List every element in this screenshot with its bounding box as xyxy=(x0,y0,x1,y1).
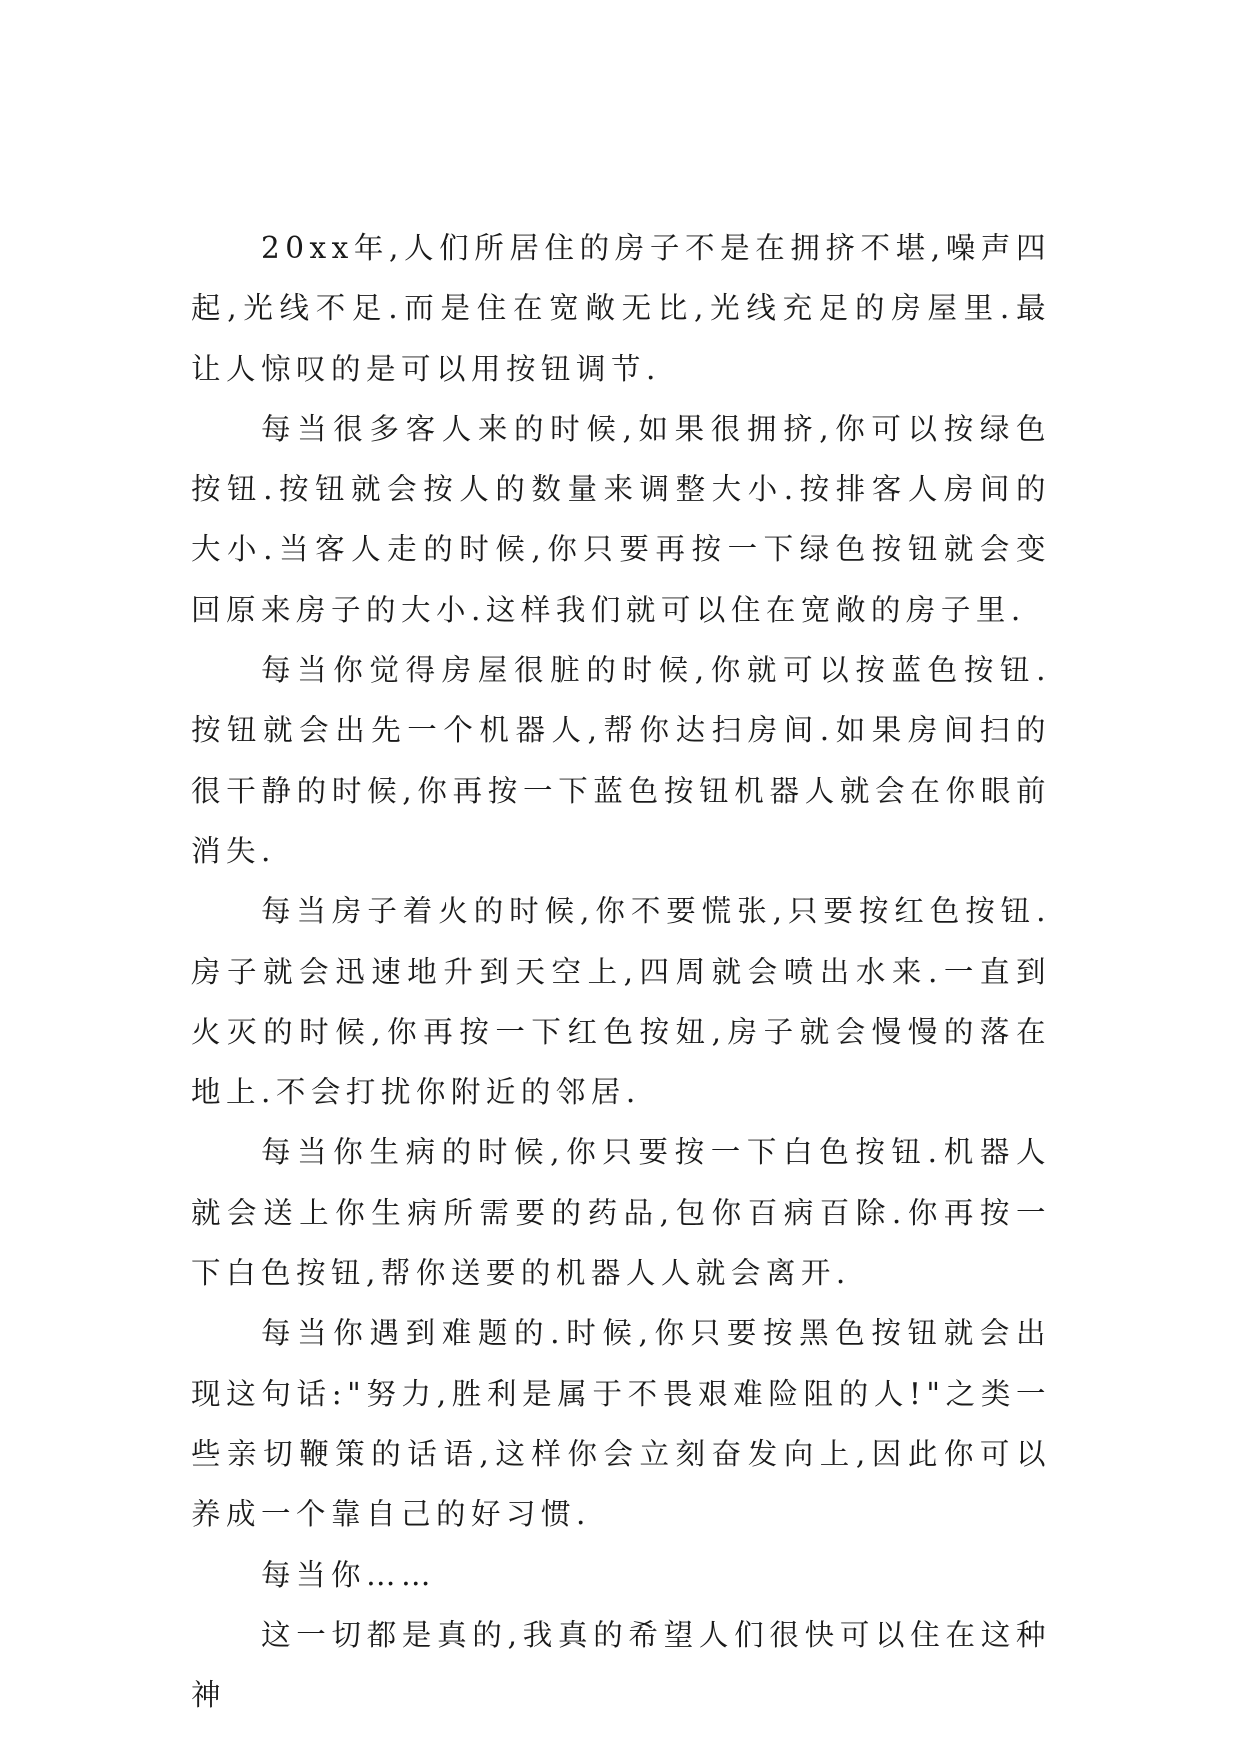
document-body xyxy=(191,218,1051,1725)
paragraph-1: 20xx年,人们所居住的房子不是在拥挤不堪,噪声四起,光线不足.而是住在宽敞无比,光线充足的房屋里.最让人惊叹的是可以用按钮调节. xyxy=(191,231,1051,386)
paragraph-7: 每当你…… xyxy=(261,1557,437,1592)
paragraph-6: 每当你遇到难题的.时候,你只要按黑色按钮就会出现这句话:"努力,胜利是属于不畏艰难险阻的人!"之类一些亲切鞭策的话语,这样你会立刻奋发向上,因此你可以养成一个靠自己的好习惯. xyxy=(191,1316,1051,1532)
paragraph-4: 每当房子着火的时候,你不要慌张,只要按红色按钮.房子就会迅速地升到天空上,四周就会喷出水来.一直到火灭的时候,你再按一下红色按妞,房子就会慢慢的落在地上.不会打扰你附近的邻居. xyxy=(191,894,1051,1110)
paragraph-5: 每当你生病的时候,你只要按一下白色按钮.机器人就会送上你生病所需要的药品,包你百病百除.你再按一下白色按钮,帮你送要的机器人人就会离开. xyxy=(191,1135,1051,1291)
paragraph-8: 这一切都是真的,我真的希望人们很快可以住在这种神 xyxy=(191,1617,1051,1713)
paragraph-2: 每当很多客人来的时候,如果很拥挤,你可以按绿色按钮.按钮就会按人的数量来调整大小.按排客人房间的大小.当客人走的时候,你只要再按一下绿色按钮就会变回原来房子的大小.这样我们就可以住在宽敞的房子里. xyxy=(191,411,1051,627)
paragraph-3: 每当你觉得房屋很脏的时候,你就可以按蓝色按钮.按钮就会出先一个机器人,帮你达扫房间.如果房间扫的很干静的时候,你再按一下蓝色按钮机器人就会在你眼前消失. xyxy=(191,653,1051,868)
